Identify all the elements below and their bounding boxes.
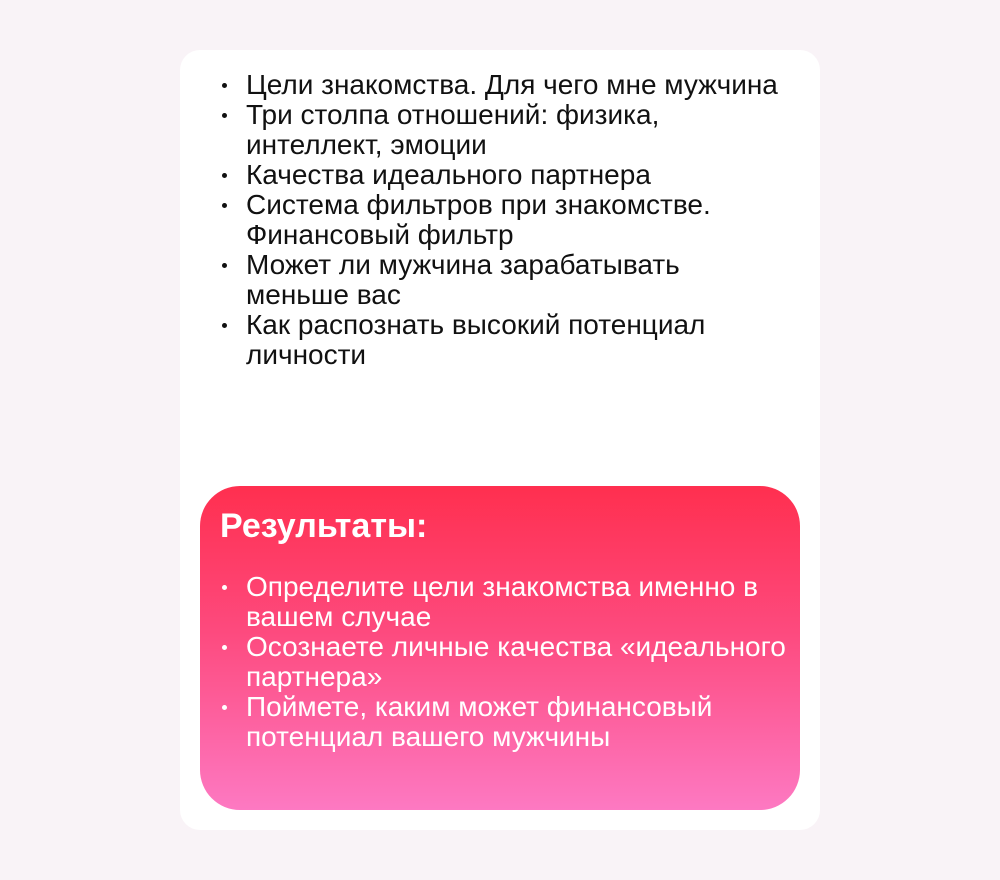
topic-item: [220, 310, 790, 370]
bullet-icon: [222, 113, 227, 118]
bullet-icon: [222, 83, 227, 88]
topics-list: [220, 70, 790, 370]
bullet-icon: [222, 203, 227, 208]
topic-item: [220, 100, 790, 160]
topic-item: [220, 250, 790, 310]
result-text: Поймете, каким может финансовый потенциал вашего мужчины: [246, 691, 713, 752]
bullet-icon: [222, 173, 227, 178]
results-title: Результаты:: [220, 507, 428, 545]
content-card: [180, 50, 820, 830]
topic-item: [220, 70, 790, 100]
results-panel: [200, 486, 800, 810]
topic-text: Три столпа отношений: физика, интеллект, эмоции: [246, 99, 660, 160]
bullet-icon: [222, 585, 227, 590]
bullet-icon: [222, 263, 227, 268]
result-item: [220, 572, 795, 632]
bullet-icon: [222, 645, 227, 650]
topic-text: Система фильтров при знакомстве. Финансовый фильтр: [246, 189, 711, 250]
bullet-icon: [222, 323, 227, 328]
bullet-icon: [222, 705, 227, 710]
topic-text: Может ли мужчина зарабатывать меньше вас: [246, 249, 680, 310]
topic-text: Как распознать высокий потенциал личности: [246, 309, 706, 370]
result-item: [220, 632, 795, 692]
result-text: Определите цели знакомства именно в вашем случае: [246, 571, 759, 632]
topic-item: [220, 160, 790, 190]
topic-item: [220, 190, 790, 250]
topic-text: Цели знакомства. Для чего мне мужчина: [246, 69, 778, 100]
result-item: [220, 692, 795, 752]
result-text: Осознаете личные качества «идеального партнера»: [246, 631, 786, 692]
results-list: [220, 572, 795, 752]
topic-text: Качества идеального партнера: [246, 159, 651, 190]
